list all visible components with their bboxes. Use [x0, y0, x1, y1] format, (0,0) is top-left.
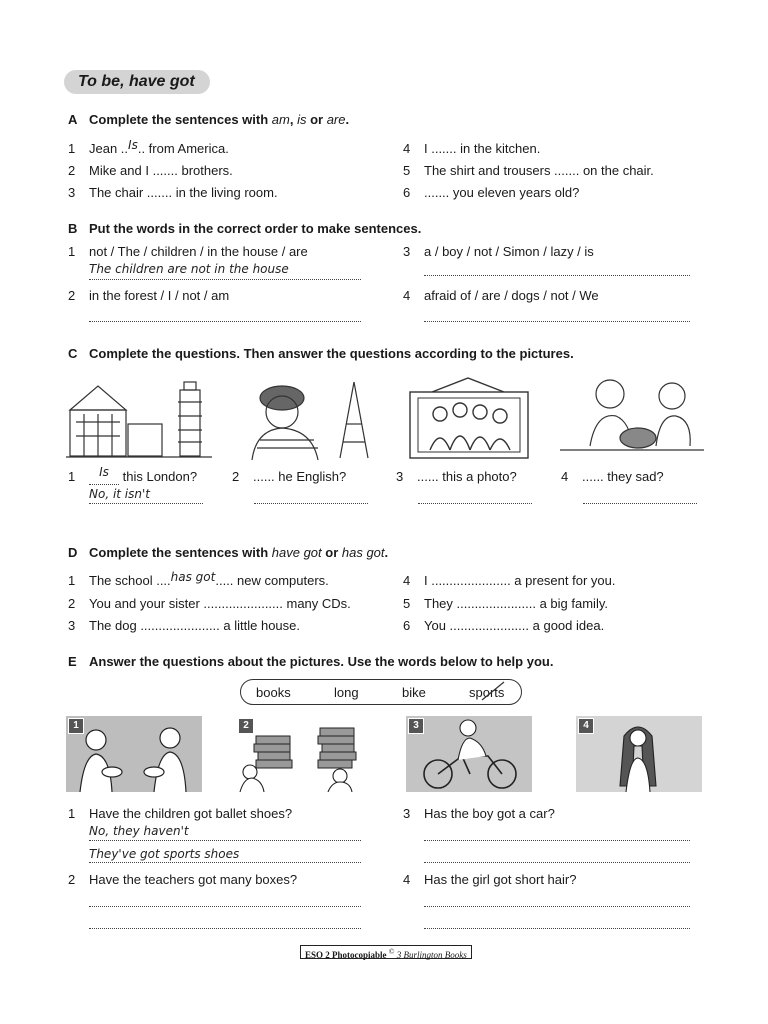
family-photo-picture [406, 376, 532, 460]
a-item-2: 2 Mike and I ....... brothers. [68, 163, 233, 178]
answer-line [424, 862, 690, 863]
handwritten-answer: has got [170, 570, 216, 584]
e-item-3: 3 Has the boy got a car? [403, 806, 555, 821]
handwritten-answer: Is [128, 138, 138, 152]
boy-on-bike-picture: 3 [406, 716, 532, 792]
word-bank-item: books [256, 685, 291, 700]
a-item-6: 6 ....... you eleven years old? [403, 185, 580, 200]
answer-line [89, 928, 361, 929]
a-item-5: 5 The shirt and trousers ....... on the chair. [403, 163, 654, 178]
d-item-6: 6 You ...................... a good idea. [403, 618, 605, 633]
children-with-shoes-picture: 1 [66, 716, 202, 792]
word-bank-item: bike [402, 685, 426, 700]
b-item-3: 3 a / boy / not / Simon / lazy / is [403, 244, 594, 259]
section-letter: A [68, 112, 78, 127]
c-item-3: 3 ...... this a photo? [396, 469, 517, 484]
word-bank-item: long [334, 685, 359, 700]
e-answer-1b: They've got sports shoes [89, 847, 240, 861]
e-item-2: 2 Have the teachers got many boxes? [68, 872, 298, 887]
d-item-4: 4 I ...................... a present for you. [403, 573, 616, 588]
answer-line [583, 503, 697, 504]
answer-line [254, 503, 368, 504]
d-item-3: 3 The dog ...................... a little house. [68, 618, 300, 633]
word-bank-item-crossed: sports [469, 685, 505, 700]
c-item-1: 1 Is this London? [68, 465, 198, 484]
handwritten-answer: Is [99, 465, 109, 479]
a-item-1: 1 Jean ..Is.. from America. [68, 138, 229, 156]
d-item-2: 2 You and your sister ...................... many CDs. [68, 596, 351, 611]
answer-line [89, 840, 361, 841]
answer-line [89, 503, 203, 504]
answer-line [89, 279, 361, 280]
b-answer-1: The children are not in the house [89, 262, 289, 276]
answer-line [89, 906, 361, 907]
worksheet-title: To be, have got [64, 70, 210, 94]
b-item-2: 2 in the forest / I / not / am [68, 288, 230, 303]
section-a-heading: A Complete the sentences with am, is or are. [68, 112, 350, 127]
d-item-1: 1 The school ....has got..... new computers. [68, 570, 329, 588]
a-item-4: 4 I ....... in the kitchen. [403, 141, 541, 156]
e-item-4: 4 Has the girl got short hair? [403, 872, 577, 887]
a-item-3: 3 The chair ....... in the living room. [68, 185, 278, 200]
c-item-2: 2 ...... he English? [232, 469, 347, 484]
london-buildings-picture [66, 378, 212, 460]
girl-with-long-hair-picture: 4 [576, 716, 702, 792]
answer-line [424, 840, 690, 841]
answer-line [424, 906, 690, 907]
section-d-heading: D Complete the sentences with have got or has got. [68, 545, 389, 560]
children-on-beach-picture [560, 376, 704, 460]
d-item-5: 5 They ...................... a big family. [403, 596, 608, 611]
man-and-eiffel-tower-picture [232, 378, 378, 460]
c-item-4: 4 ...... they sad? [561, 469, 664, 484]
answer-line [424, 928, 690, 929]
section-e-heading: E Answer the questions about the pictures. Use the words below to help you. [68, 654, 554, 669]
crossed-out-mark [478, 680, 508, 702]
teachers-with-books-picture: 2 [236, 716, 372, 792]
answer-line [418, 503, 532, 504]
section-c-heading: C Complete the questions. Then answer the questions according to the pictures. [68, 346, 574, 361]
section-b-heading: B Put the words in the correct order to make sentences. [68, 221, 422, 236]
answer-line [89, 321, 361, 322]
answer-line [424, 321, 690, 322]
copyright-footer: ESO 2 Photocopiable © 3 Burlington Books [300, 945, 472, 959]
answer-line [89, 862, 361, 863]
b-item-4: 4 afraid of / are / dogs / not / We [403, 288, 599, 303]
e-answer-1a: No, they haven't [89, 824, 189, 838]
c-answer-1: No, it isn't [89, 487, 150, 501]
e-item-1: 1 Have the children got ballet shoes? [68, 806, 293, 821]
b-item-1: 1 not / The / children / in the house / are [68, 244, 308, 259]
answer-line [424, 275, 690, 276]
